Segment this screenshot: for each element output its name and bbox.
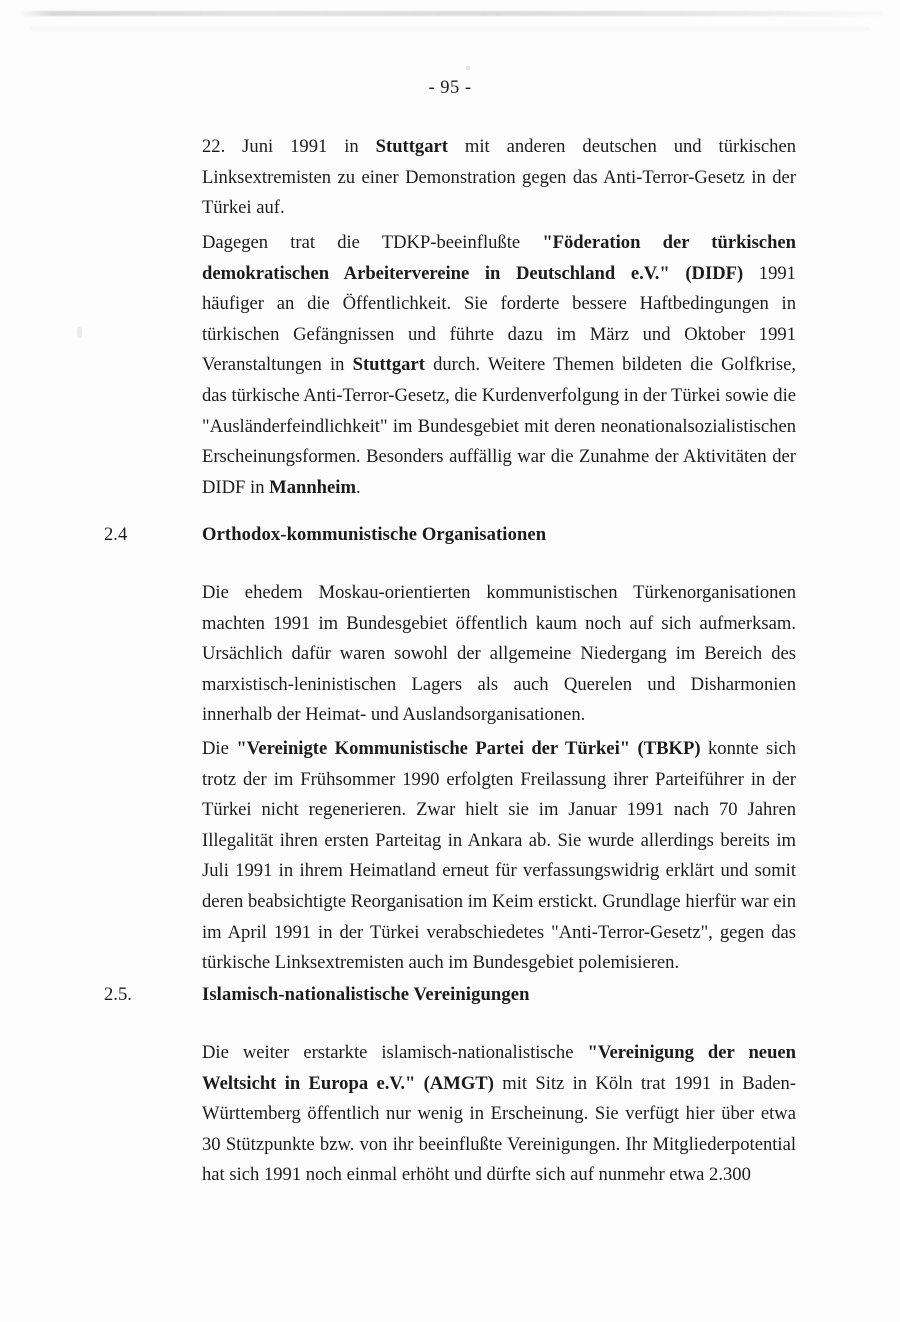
didf-run-1: Dagegen trat die TDKP-beeinflußte: [202, 232, 543, 253]
paragraph-tbkp-block: [202, 734, 796, 979]
scan-speck-above-folio: [466, 66, 470, 70]
section-number-2-5: 2.5.: [104, 984, 132, 1005]
section-2-5-body: [202, 1038, 796, 1191]
tbkp-organisation-name: "Vereinigte Kommunistische Partei der Türkei" (TBKP): [236, 738, 701, 759]
section-2-4-body: [202, 578, 796, 731]
paragraph-2-5-1: [202, 1038, 796, 1191]
amgt-run-1: Die weiter erstarkte islamisch-nationalistische: [202, 1042, 588, 1063]
tbkp-run-3: konnte sich trotz der im Frühsommer 1990 erfolgten Freilassung ihrer Parteiführer in der Türkei nicht regenerieren. Zwar hielt sie im Januar 1991 nach 70 Jahren Illegalität ihren ersten Parteitag in Ankara ab. Sie wurde allerdings bereits im Juli 1991 in ihrem Heimatland erneut für verfassungswidrig erklärt und somit deren beabsichtigte Reorganisation im Keim erstickt. Grundlage hierfür war ein im April 1991 in der Türkei verabschiedetes "Anti-Terror-Gesetz", gegen das türkische Linksextremisten auch im Bundesgebiet polemisieren.: [202, 738, 797, 974]
intro-place-stuttgart: Stuttgart: [375, 136, 448, 157]
page-number: - 95 -: [428, 78, 472, 98]
scan-artifact-top-band-secondary: [30, 27, 870, 30]
paragraph-didf: [202, 228, 796, 503]
didf-place-stuttgart: Stuttgart: [352, 354, 425, 376]
scan-artifact-top-band: [18, 11, 882, 16]
paragraph-2-4-1: Die ehedem Moskau-orientierten kommunistischen Türkenorganisationen machten 1991 im Bundesgebiet öffentlich kaum noch auf sich aufmerksam. Ursächlich dafür waren sowohl der allgemeine Niedergang im Bereich des marxistisch-leninistischen Lagers als auch Querelen und Disharmonien innerhalb der Heimat- und Auslandsorganisationen.: [202, 582, 796, 726]
amgt-organisation-name: "Vereinigung der neuen Weltsicht in Europa e.V." (AMGT): [202, 1042, 796, 1094]
section-title-2-5: Islamisch-nationalistische Vereinigungen: [202, 984, 530, 1005]
didf-run-5: durch. Weitere Themen bildeten die Golfkrise, das türkische Anti-Terror-Gesetz, die Kurdenverfolgung in der Türkei sowie die "Ausländerfeindlichkeit" im Bundesgebiet mit deren neonationalsozialistischen Erscheinungsformen. Besonders auffällig war die Zunahme der Aktivitäten der DIDF in: [202, 354, 796, 498]
section-number-2-4: 2.4: [104, 524, 128, 545]
paragraph-2-4-2: [202, 734, 796, 979]
amgt-run-3: mit Sitz in Köln trat 1991 in Baden-Württemberg öffentlich nur wenig in Erscheinung. Sie verfügt hier über etwa 30 Stützpunkte bzw. von ihr beeinflußte Vereinigungen. Ihr Mitgliederpotential hat sich 1991 noch einmal erhöht und dürfte sich auf nunmehr etwa 2.300: [202, 1072, 796, 1186]
section-title-2-4: Orthodox-kommunistische Organisationen: [202, 524, 547, 545]
section-heading-2-4: [0, 524, 900, 550]
paragraph-didf-block: [202, 228, 796, 503]
didf-run-3: 1991 häufiger an die Öffentlichkeit. Sie forderte bessere Haftbedingungen in türkischen Gefängnissen und führte dazu im März und Oktober 1991 Veranstaltungen in: [202, 262, 796, 376]
didf-run-7: .: [355, 476, 361, 498]
tbkp-run-1: Die: [202, 738, 237, 759]
intro-run-1: 22. Juni 1991 in: [202, 136, 376, 157]
paragraph-intro: [202, 132, 796, 224]
didf-place-mannheim: Mannheim: [269, 476, 356, 498]
paragraph-intro-block: [202, 132, 796, 224]
section-heading-2-5: [0, 984, 900, 1010]
intro-run-3: mit anderen deutschen und türkischen Linksextremisten zu einer Demonstration gegen das Anti-Terror-Gesetz in der Türkei auf.: [202, 136, 796, 219]
didf-organisation-name: "Föderation der türkischen demokratischen Arbeitervereine in Deutschland e.V." (DIDF): [202, 232, 796, 284]
scan-speck-left-margin: [77, 327, 82, 338]
